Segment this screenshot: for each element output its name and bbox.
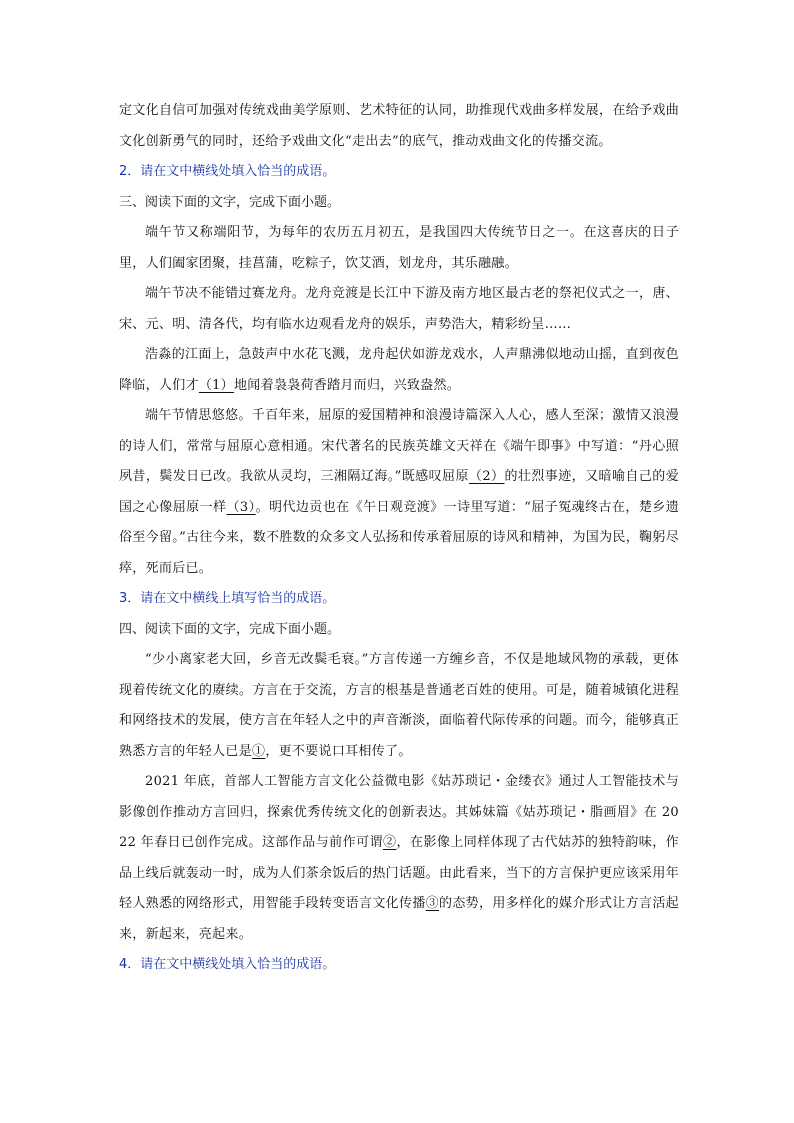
section-4-paragraph-2-text-b: ，在影像上同样体现了古代姑苏的独特韵味，作品上线后就轰动一时，成为人们茶余饭后的热门话题。由此看来，当下的方言保护更应该采用年轻人熟悉的网络形式，用智能手段转变语言文化传播 [119, 835, 679, 911]
section-3-paragraph-2: 端午节决不能错过赛龙舟。龙舟竞渡是长江中下游及南方地区最古老的祭祀仪式之一，唐、宋、元、明、清各代，均有临水边观看龙舟的娱乐，声势浩大，精彩纷呈…… [119, 286, 679, 332]
section-3-paragraph-4-text-c: 。明代边贡也在《午日观竞渡》一诗里写道：“屈子冤魂终古在，楚乡遗俗至今留。”古往今来，数不胜数的众多文人弘扬和传承着屈原的诗风和精神，为国为民，鞠躬尽瘁，死而后已。 [119, 499, 679, 576]
section-4-heading: 四、阅读下面的文字，完成下面小题。 [119, 621, 341, 637]
section-4-paragraph-2 [119, 767, 679, 950]
section-4-paragraph-2-text-c: 的态势，用多样化的媒介形式让方言活起来，新起来，亮起来。 [119, 896, 679, 942]
intro-paragraph [119, 96, 679, 157]
section-3-paragraph-4-text-b: 的壮烈事迹，又暗喻自己的爱国之心像屈原一样 [119, 469, 680, 515]
blank-circle-1: ① [252, 743, 266, 759]
section-3-heading: 三、阅读下面的文字，完成下面小题。 [119, 194, 341, 210]
question-3: 3．请在文中横线上填写恰当的成语。 [119, 591, 336, 606]
question-2: 2．请在文中横线处填入恰当的成语。 [119, 164, 336, 179]
section-3-paragraph-3-text-b: 地闻着袅袅荷香踏月而归，兴致盎然。 [233, 377, 461, 393]
section-4-paragraph-2-text-a: 2021 年底，首部人工智能方言文化公益微电影《姑苏琐记・金缕衣》通过人工智能技术与影像创作推动方言回归，探索优秀传统文化的创新表达。其姊妹篇《姑苏琐记・脂画眉》在 2022 年春日已创作完成。这部作品与前作可谓 [119, 774, 679, 850]
document-page [119, 96, 679, 981]
section-3-paragraph-4-text-a: 端午节情思悠悠。千百年来，屈原的爱国精神和浪漫诗篇深入人心，感人至深；激情又浪漫的诗人们，常常与屈原心意相通。宋代著名的民族英雄文天祥在《端午即事》中写道：“丹心照夙昔，鬓发日已改。我欲从灵均，三湘隔辽海。”既感叹屈原 [119, 408, 679, 484]
blank-3: （3） [226, 499, 256, 515]
blank-1: （1） [198, 377, 234, 393]
blank-circle-3: ③ [425, 896, 440, 911]
section-3-paragraph-4 [119, 401, 679, 584]
section-3-paragraph-1: 端午节又称端阳节，为每年的农历五月初五，是我国四大传统节日之一。在这喜庆的日子里，人们阖家团聚，挂菖蒲，吃粽子，饮艾酒，划龙舟，其乐融融。 [119, 225, 679, 271]
section-4-paragraph-1-text-b: ，更不要说口耳相传了。 [265, 743, 412, 759]
intro-line-3: 流。 [585, 133, 612, 149]
blank-2: （2） [468, 469, 505, 484]
section-4-paragraph-1 [119, 645, 679, 767]
question-4: 4．请在文中横线处填入恰当的成语。 [119, 957, 336, 972]
section-3-paragraph-3-text-a: 浩淼的江面上，急鼓声中水花飞溅，龙舟起伏如游龙戏水，人声鼎沸似地动山摇，直到夜色降临，人们才 [119, 347, 679, 393]
intro-line-1: 定文化自信可加强对传统戏曲美学原则、艺术特征的认同，助推现代戏曲多样发展，在给 [119, 103, 640, 118]
intro-line-2: 予戏曲文化创新勇气的同时，还给予戏曲文化“走出去”的底气，推动戏曲文化的传播交 [119, 103, 679, 149]
blank-circle-2: ② [383, 835, 397, 850]
section-3-paragraph-3 [119, 340, 679, 401]
section-4-paragraph-1-text-a: “少小离家老大回，乡音无改鬓毛衰。”方言传递一方缠乡音，不仅是地域风物的承载，更体现着传统文化的赓续。方言在于交流，方言的根基是普通老百姓的使用。可是，随着城镇化进程和网络技术的发展，使方言在年轻人之中的声音渐淡，面临着代际传承的问题。而今，能够真正熟悉方言的年轻人已是 [119, 652, 679, 759]
